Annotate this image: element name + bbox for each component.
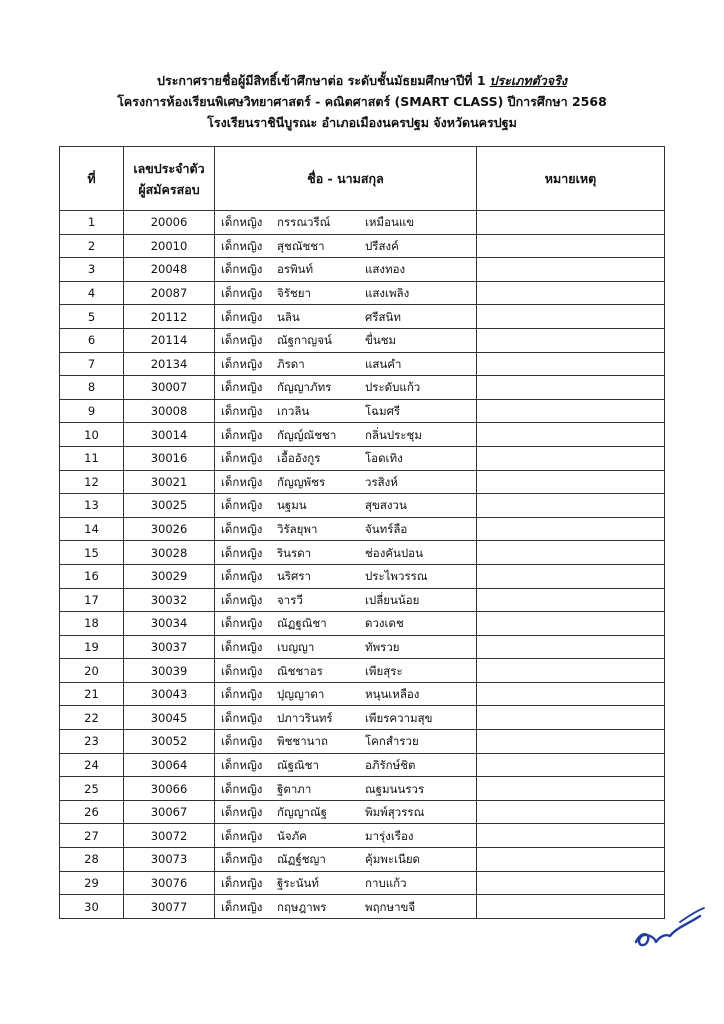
- cell-no: 3: [60, 258, 124, 282]
- cell-applicant-id: 30077: [124, 895, 215, 919]
- first-name: ณัฏฐณิชา: [277, 616, 327, 631]
- cell-remark: [477, 352, 665, 376]
- first-name: ณัฐกาญจน์: [277, 333, 332, 348]
- first-name: ณัฐณิชา: [277, 757, 319, 772]
- cell-name: [215, 777, 477, 801]
- cell-applicant-id: 30073: [124, 848, 215, 872]
- first-name: ฐิระนันท์: [277, 875, 320, 890]
- cell-name: [215, 470, 477, 494]
- cell-applicant-id: 20048: [124, 258, 215, 282]
- first-name: ปภาวรินทร์: [277, 710, 333, 725]
- first-name: กรรณวรีณ์: [277, 215, 331, 230]
- cell-applicant-id: 30043: [124, 682, 215, 706]
- table-row: [60, 541, 665, 565]
- first-name: จารวี: [277, 592, 303, 607]
- cell-applicant-id: 30066: [124, 777, 215, 801]
- first-name: นริศรา: [277, 569, 311, 584]
- cell-remark: [477, 258, 665, 282]
- last-name: แสนคำ: [365, 356, 402, 371]
- table-row: [60, 753, 665, 777]
- header-name: ชื่อ - นามสกุล: [215, 147, 477, 211]
- cell-applicant-id: 30052: [124, 730, 215, 754]
- first-name: จิรัชยา: [277, 286, 311, 301]
- header-applicant-id: [124, 147, 215, 211]
- last-name: กาบแก้ว: [365, 875, 407, 890]
- cell-applicant-id: 30076: [124, 871, 215, 895]
- name-title: เด็กหญิง: [221, 687, 263, 702]
- first-name: กฤษฎาพร: [277, 899, 327, 914]
- cell-applicant-id: 30007: [124, 376, 215, 400]
- cell-applicant-id: 30072: [124, 824, 215, 848]
- table-row: [60, 682, 665, 706]
- name-title: เด็กหญิง: [221, 781, 263, 796]
- cell-name: [215, 895, 477, 919]
- table-row: [60, 588, 665, 612]
- first-name: รินรดา: [277, 545, 312, 560]
- cell-applicant-id: 20114: [124, 328, 215, 352]
- first-name: กัญญ์ณัชชา: [277, 427, 337, 442]
- cell-applicant-id: 30025: [124, 494, 215, 518]
- cell-remark: [477, 848, 665, 872]
- cell-name: [215, 211, 477, 235]
- name-title: เด็กหญิง: [221, 639, 263, 654]
- cell-name: [215, 682, 477, 706]
- name-title: เด็กหญิง: [221, 734, 263, 749]
- cell-applicant-id: 30014: [124, 423, 215, 447]
- last-name: ช่องคันปอน: [365, 545, 423, 560]
- name-title: เด็กหญิง: [221, 356, 263, 371]
- last-name: พิมพ์สุวรรณ: [365, 805, 425, 820]
- name-title: เด็กหญิง: [221, 427, 263, 442]
- cell-applicant-id: 20134: [124, 352, 215, 376]
- cell-no: 21: [60, 682, 124, 706]
- table-row: [60, 635, 665, 659]
- cell-name: [215, 541, 477, 565]
- last-name: แสงทอง: [365, 262, 406, 277]
- name-title: เด็กหญิง: [221, 238, 263, 253]
- cell-name: [215, 494, 477, 518]
- table-row: [60, 234, 665, 258]
- table-row: [60, 659, 665, 683]
- cell-no: 7: [60, 352, 124, 376]
- name-title: เด็กหญิง: [221, 309, 263, 324]
- cell-name: [215, 612, 477, 636]
- name-title: เด็กหญิง: [221, 522, 263, 537]
- cell-name: [215, 281, 477, 305]
- name-title: เด็กหญิง: [221, 663, 263, 678]
- cell-no: 19: [60, 635, 124, 659]
- name-title: เด็กหญิง: [221, 569, 263, 584]
- name-title: เด็กหญิง: [221, 757, 263, 772]
- cell-no: 27: [60, 824, 124, 848]
- last-name: คุ้มพะเนียด: [365, 852, 421, 867]
- cell-applicant-id: 30032: [124, 588, 215, 612]
- first-name: เอื้ออังกูร: [277, 451, 321, 466]
- table-row: [60, 305, 665, 329]
- header-line-1: [0, 70, 724, 91]
- name-title: เด็กหญิง: [221, 333, 263, 348]
- first-name: ณิชชาอร: [277, 663, 323, 678]
- name-title: เด็กหญิง: [221, 262, 263, 277]
- cell-remark: [477, 682, 665, 706]
- last-name: โคกสำรวย: [365, 734, 419, 749]
- cell-applicant-id: 30008: [124, 399, 215, 423]
- cell-applicant-id: 20010: [124, 234, 215, 258]
- cell-remark: [477, 564, 665, 588]
- last-name: ศรีสนิท: [365, 309, 401, 324]
- cell-no: 28: [60, 848, 124, 872]
- table-header-row: [60, 147, 665, 211]
- cell-no: 16: [60, 564, 124, 588]
- header-id-line1: เลขประจำตัว: [133, 160, 205, 176]
- cell-remark: [477, 234, 665, 258]
- first-name: นฐมน: [277, 498, 307, 513]
- cell-no: 22: [60, 706, 124, 730]
- cell-remark: [477, 305, 665, 329]
- last-name: โอดเทิง: [365, 451, 403, 466]
- cell-name: [215, 871, 477, 895]
- last-name: เพียรความสุข: [365, 710, 433, 725]
- last-name: ดวงเดช: [365, 616, 404, 631]
- cell-name: [215, 234, 477, 258]
- cell-applicant-id: 30064: [124, 753, 215, 777]
- cell-applicant-id: 30034: [124, 612, 215, 636]
- cell-no: 24: [60, 753, 124, 777]
- cell-remark: [477, 659, 665, 683]
- cell-remark: [477, 211, 665, 235]
- cell-name: [215, 753, 477, 777]
- cell-name: [215, 305, 477, 329]
- cell-name: [215, 399, 477, 423]
- last-name: เพียสุระ: [365, 663, 403, 678]
- cell-remark: [477, 399, 665, 423]
- cell-remark: [477, 541, 665, 565]
- name-title: เด็กหญิง: [221, 545, 263, 560]
- last-name: ทัพรวย: [365, 639, 400, 654]
- last-name: มารุ่งเรือง: [365, 828, 414, 843]
- table-row: [60, 517, 665, 541]
- cell-name: [215, 564, 477, 588]
- name-title: เด็กหญิง: [221, 404, 263, 419]
- cell-name: [215, 824, 477, 848]
- cell-no: 18: [60, 612, 124, 636]
- table-row: [60, 895, 665, 919]
- cell-name: [215, 328, 477, 352]
- name-title: เด็กหญิง: [221, 215, 263, 230]
- cell-no: 13: [60, 494, 124, 518]
- cell-applicant-id: 30067: [124, 800, 215, 824]
- first-name: นัจภัค: [277, 828, 307, 843]
- last-name: เปลี่ยนน้อย: [365, 592, 420, 607]
- cell-name: [215, 423, 477, 447]
- cell-remark: [477, 446, 665, 470]
- cell-no: 14: [60, 517, 124, 541]
- cell-remark: [477, 470, 665, 494]
- cell-no: 6: [60, 328, 124, 352]
- cell-name: [215, 588, 477, 612]
- cell-applicant-id: 20006: [124, 211, 215, 235]
- cell-name: [215, 730, 477, 754]
- cell-name: [215, 517, 477, 541]
- name-title: เด็กหญิง: [221, 592, 263, 607]
- name-title: เด็กหญิง: [221, 474, 263, 489]
- table-row: [60, 423, 665, 447]
- name-title: เด็กหญิง: [221, 286, 263, 301]
- header-remark: หมายเหตุ: [477, 147, 665, 211]
- cell-remark: [477, 376, 665, 400]
- first-name: วิรัลยุพา: [277, 522, 318, 537]
- name-title: เด็กหญิง: [221, 710, 263, 725]
- name-title: เด็กหญิง: [221, 380, 263, 395]
- header-title: ประกาศรายชื่อผู้มีสิทธิ์เข้าศึกษาต่อ ระดับชั้นมัธยมศึกษาปีที่ 1: [157, 73, 486, 88]
- last-name: อภิรักษ์ชิต: [365, 757, 416, 772]
- cell-applicant-id: 30021: [124, 470, 215, 494]
- first-name: ฐิตาภา: [277, 781, 312, 796]
- table-row: [60, 871, 665, 895]
- cell-remark: [477, 777, 665, 801]
- last-name: หนุนเหลือง: [365, 687, 420, 702]
- table-row: [60, 848, 665, 872]
- cell-remark: [477, 588, 665, 612]
- name-title: เด็กหญิง: [221, 805, 263, 820]
- table-row: [60, 777, 665, 801]
- cell-no: 30: [60, 895, 124, 919]
- first-name: กัญญาภัทร: [277, 380, 332, 395]
- cell-applicant-id: 20112: [124, 305, 215, 329]
- table-row: [60, 328, 665, 352]
- name-title: เด็กหญิง: [221, 852, 263, 867]
- first-name: เบญญา: [277, 639, 315, 654]
- cell-name: [215, 848, 477, 872]
- first-name: ณัฏฐ์ชญา: [277, 852, 326, 867]
- table-row: [60, 612, 665, 636]
- cell-applicant-id: 30016: [124, 446, 215, 470]
- first-name: เกวลิน: [277, 404, 310, 419]
- cell-no: 4: [60, 281, 124, 305]
- cell-applicant-id: 30037: [124, 635, 215, 659]
- last-name: ประไพวรรณ: [365, 569, 428, 584]
- first-name: พิชชานาถ: [277, 734, 328, 749]
- name-title: เด็กหญิง: [221, 899, 263, 914]
- cell-applicant-id: 30029: [124, 564, 215, 588]
- cell-applicant-id: 20087: [124, 281, 215, 305]
- first-name: ภิรดา: [277, 356, 305, 371]
- last-name: ปรีสงค์: [365, 238, 399, 253]
- signature-mark: [630, 902, 710, 952]
- header-category: ประเภทตัวจริง: [489, 73, 567, 88]
- name-title: เด็กหญิง: [221, 451, 263, 466]
- cell-no: 17: [60, 588, 124, 612]
- cell-no: 9: [60, 399, 124, 423]
- name-title: เด็กหญิง: [221, 828, 263, 843]
- table-row: [60, 706, 665, 730]
- table-row: [60, 211, 665, 235]
- cell-remark: [477, 871, 665, 895]
- first-name: อรพินท์: [277, 262, 314, 277]
- cell-remark: [477, 328, 665, 352]
- cell-remark: [477, 730, 665, 754]
- cell-remark: [477, 824, 665, 848]
- cell-name: [215, 376, 477, 400]
- cell-remark: [477, 612, 665, 636]
- table-row: [60, 800, 665, 824]
- cell-no: 1: [60, 211, 124, 235]
- cell-no: 29: [60, 871, 124, 895]
- student-list-table: [59, 146, 665, 919]
- last-name: สุขสงวน: [365, 498, 407, 513]
- cell-remark: [477, 753, 665, 777]
- cell-name: [215, 800, 477, 824]
- header-program: โครงการห้องเรียนพิเศษวิทยาศาสตร์ - คณิตศาสตร์ (SMART CLASS) ปีการศึกษา 2568: [117, 94, 607, 109]
- cell-remark: [477, 706, 665, 730]
- cell-name: [215, 352, 477, 376]
- cell-remark: [477, 635, 665, 659]
- cell-remark: [477, 800, 665, 824]
- cell-name: [215, 258, 477, 282]
- cell-applicant-id: 30026: [124, 517, 215, 541]
- last-name: พฤกษาขจี: [365, 899, 416, 914]
- cell-no: 10: [60, 423, 124, 447]
- cell-no: 20: [60, 659, 124, 683]
- last-name: ประดับแก้ว: [365, 380, 421, 395]
- last-name: แสงเพลิง: [365, 286, 410, 301]
- cell-no: 23: [60, 730, 124, 754]
- cell-no: 26: [60, 800, 124, 824]
- cell-name: [215, 635, 477, 659]
- cell-no: 2: [60, 234, 124, 258]
- cell-remark: [477, 517, 665, 541]
- last-name: จันทร์ลือ: [365, 522, 408, 537]
- table-row: [60, 399, 665, 423]
- cell-no: 25: [60, 777, 124, 801]
- cell-remark: [477, 281, 665, 305]
- cell-applicant-id: 30039: [124, 659, 215, 683]
- last-name: กลิ่นประชุม: [365, 427, 422, 442]
- last-name: ณฐมนนรวร: [365, 781, 425, 796]
- first-name: สุชณัชชา: [277, 238, 325, 253]
- cell-applicant-id: 30045: [124, 706, 215, 730]
- table-row: [60, 470, 665, 494]
- cell-remark: [477, 494, 665, 518]
- cell-no: 15: [60, 541, 124, 565]
- first-name: ปุญญาดา: [277, 687, 325, 702]
- name-title: เด็กหญิง: [221, 616, 263, 631]
- cell-no: 8: [60, 376, 124, 400]
- cell-name: [215, 659, 477, 683]
- table-row: [60, 824, 665, 848]
- last-name: ขื่นชม: [365, 333, 397, 348]
- first-name: กัญญาณัฐ: [277, 805, 328, 820]
- first-name: นลิน: [277, 309, 300, 324]
- cell-remark: [477, 423, 665, 447]
- cell-name: [215, 446, 477, 470]
- cell-applicant-id: 30028: [124, 541, 215, 565]
- table-row: [60, 258, 665, 282]
- table-row: [60, 446, 665, 470]
- table-row: [60, 494, 665, 518]
- name-title: เด็กหญิง: [221, 498, 263, 513]
- table-row: [60, 564, 665, 588]
- table-row: [60, 730, 665, 754]
- last-name: เหมือนแข: [365, 215, 415, 230]
- table-row: [60, 281, 665, 305]
- last-name: วรสิงห์: [365, 474, 398, 489]
- header-id-line2: ผู้สมัครสอบ: [138, 181, 200, 197]
- cell-no: 5: [60, 305, 124, 329]
- table-row: [60, 376, 665, 400]
- first-name: กัญญพัชร: [277, 474, 326, 489]
- name-title: เด็กหญิง: [221, 875, 263, 890]
- header-school: โรงเรียนราชินีบูรณะ อำเภอเมืองนครปฐม จังหวัดนครปฐม: [207, 115, 517, 130]
- table-row: [60, 352, 665, 376]
- cell-no: 12: [60, 470, 124, 494]
- cell-no: 11: [60, 446, 124, 470]
- last-name: โฉมศรี: [365, 404, 401, 419]
- cell-name: [215, 706, 477, 730]
- announcement-header: [0, 70, 724, 133]
- header-no: ที่: [60, 147, 124, 211]
